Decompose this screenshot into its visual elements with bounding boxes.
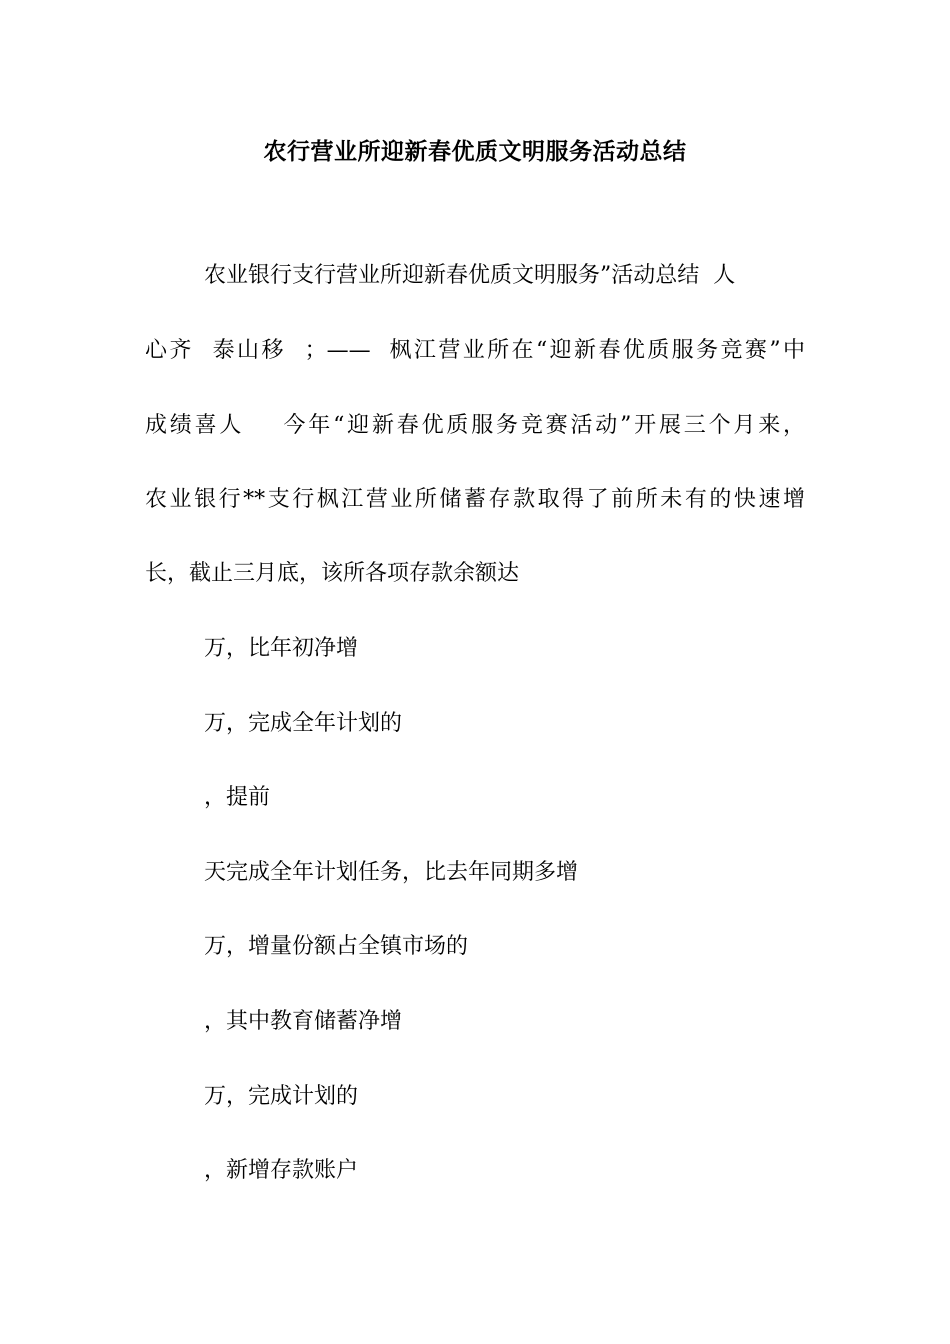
paragraph-line-2: 心齐 泰山移 ；—— 枫江营业所在“迎新春优质服务竞赛”中 bbox=[145, 338, 805, 363]
paragraph-line-7: 万，完成全年计划的 bbox=[204, 711, 403, 736]
paragraph-line-10: 万，增量份额占全镇市场的 bbox=[204, 934, 469, 959]
paragraph-line-5: 长，截止三月底，该所各项存款余额达 bbox=[145, 561, 520, 586]
paragraph-line-9: 天完成全年计划任务，比去年同期多增 bbox=[204, 860, 579, 885]
paragraph-line-1: 农业银行支行营业所迎新春优质文明服务”活动总结 人 bbox=[204, 263, 736, 288]
paragraph-line-4: 农业银行**支行枫江营业所储蓄存款取得了前所未有的快速增 bbox=[145, 487, 805, 512]
paragraph-line-6: 万，比年初净增 bbox=[204, 636, 359, 661]
paragraph-line-3: 成绩喜人 今年“迎新春优质服务竞赛活动”开展三个月来， bbox=[145, 413, 805, 438]
paragraph-line-11: ，其中教育储蓄净增 bbox=[204, 1009, 403, 1034]
document-title: 农行营业所迎新春优质文明服务活动总结 bbox=[263, 138, 687, 165]
paragraph-line-12: 万，完成计划的 bbox=[204, 1084, 359, 1109]
paragraph-line-8: ，提前 bbox=[204, 785, 271, 810]
paragraph-line-13: ，新增存款账户 bbox=[204, 1158, 359, 1183]
